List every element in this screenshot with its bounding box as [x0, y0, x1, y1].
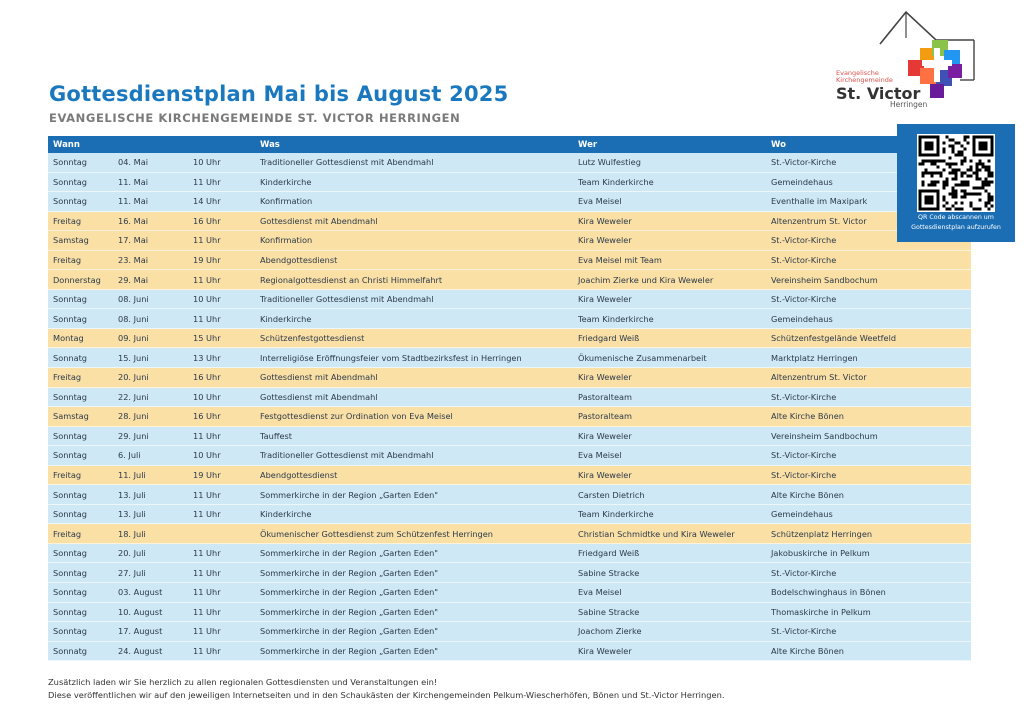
- cell-who: Team Kinderkirche: [578, 313, 654, 324]
- header-was: Was: [260, 139, 280, 150]
- cell-time: 11 Uhr: [193, 645, 221, 656]
- cell-day: Sonnatg: [53, 352, 88, 363]
- table-row: [48, 368, 971, 388]
- cell-time: 16 Uhr: [193, 372, 221, 383]
- cell-date: 20. Juni: [118, 372, 149, 383]
- cell-day: Samstag: [53, 235, 89, 246]
- footer-note: [48, 676, 724, 701]
- cell-date: 10. August: [118, 606, 163, 617]
- qr-code-icon: [917, 134, 995, 212]
- cell-where: Schützenfestgelände Weetfeld: [771, 333, 897, 344]
- cell-what: Festgottesdienst zur Ordination von Eva Meisel: [260, 411, 453, 422]
- cell-time: 11 Uhr: [193, 176, 221, 187]
- cell-where: St.-Victor-Kirche: [771, 626, 837, 637]
- table-row: [48, 309, 971, 329]
- cell-time: 11 Uhr: [193, 489, 221, 500]
- table-row: [48, 466, 971, 486]
- cell-what: Traditioneller Gottesdienst mit Abendmahl: [260, 294, 434, 305]
- cell-time: 11 Uhr: [193, 509, 221, 520]
- cell-who: Kira Weweler: [578, 215, 632, 226]
- cell-time: 11 Uhr: [193, 548, 221, 559]
- cell-day: Freitag: [53, 372, 82, 383]
- cell-what: Kinderkirche: [260, 313, 312, 324]
- cell-date: 27. Juli: [118, 567, 146, 578]
- cell-time: 11 Uhr: [193, 606, 221, 617]
- cell-who: Kira Weweler: [578, 645, 632, 656]
- cell-what: Sommerkirche in der Region „Garten Eden": [260, 587, 439, 598]
- cell-where: Vereinsheim Sandbochum: [771, 430, 878, 441]
- cell-who: Eva Meisel: [578, 587, 622, 598]
- cell-day: Sonntag: [53, 176, 88, 187]
- cell-where: Alte Kirche Bönen: [771, 411, 844, 422]
- cell-day: Montag: [53, 333, 84, 344]
- cell-where: Gemeindehaus: [771, 313, 833, 324]
- cell-what: Traditioneller Gottesdienst mit Abendmahl: [260, 450, 434, 461]
- table-row: [48, 153, 971, 173]
- cell-day: Freitag: [53, 255, 82, 265]
- cell-day: Freitag: [53, 215, 82, 226]
- cell-where: St.-Victor-Kirche: [771, 470, 837, 481]
- cell-who: Sabine Stracke: [578, 606, 640, 617]
- table-row: [48, 212, 971, 232]
- cell-time: 19 Uhr: [193, 470, 221, 481]
- logo-location: Herringen: [890, 100, 928, 109]
- cell-date: 17. Mai: [118, 235, 148, 246]
- table-row: [48, 642, 971, 662]
- cell-date: 23. Mai: [118, 255, 148, 265]
- cell-what: Gottesdienst mit Abendmahl: [260, 215, 378, 226]
- cell-day: Sonntag: [53, 509, 88, 520]
- cell-what: Tauffest: [260, 430, 293, 441]
- cell-day: Sonnatg: [53, 645, 88, 656]
- cell-who: Eva Meisel mit Team: [578, 255, 662, 265]
- table-body: [48, 153, 971, 661]
- table-row: [48, 563, 971, 583]
- cell-day: Sonntag: [53, 548, 88, 559]
- cell-time: 10 Uhr: [193, 450, 221, 461]
- cell-date: 16. Mai: [118, 215, 148, 226]
- cell-what: Konfirmation: [260, 196, 313, 207]
- cell-where: Altenzentrum St. Victor: [771, 372, 867, 383]
- table-header: [48, 136, 971, 153]
- table-row: [48, 290, 971, 310]
- cell-what: Ökumenischer Gottesdienst zum Schützenfest Herringen: [260, 528, 493, 539]
- cell-what: Abendgottesdienst: [260, 255, 338, 265]
- cell-what: Abendgottesdienst: [260, 470, 338, 481]
- cell-date: 20. Juli: [118, 548, 146, 559]
- cell-what: Traditioneller Gottesdienst mit Abendmahl: [260, 157, 434, 168]
- cell-date: 13. Juli: [118, 489, 146, 500]
- cell-who: Kira Weweler: [578, 294, 632, 305]
- table-row: [48, 388, 971, 408]
- cell-date: 04. Mai: [118, 157, 148, 168]
- qr-caption-line-1: QR Code abscannen um: [918, 214, 994, 221]
- cell-time: 11 Uhr: [193, 274, 221, 285]
- footer-line-2: Diese veröffentlichen wir auf den jeweiligen Internetseiten und in den Schaukästen der Kirchengemeinden Pelkum-Wiescherhöfen, Bönen und St.-Victor Herringen.: [48, 689, 725, 700]
- cell-who: Joachim Zierke und Kira Weweler: [578, 274, 714, 285]
- cell-date: 15. Juni: [118, 352, 149, 363]
- cell-day: Freitag: [53, 528, 82, 539]
- cell-time: 19 Uhr: [193, 255, 221, 265]
- cell-day: Sonntag: [53, 196, 88, 207]
- table-row: [48, 348, 971, 368]
- cell-date: 11. Mai: [118, 196, 148, 207]
- cell-day: Sonntag: [53, 313, 88, 324]
- table-row: [48, 505, 971, 525]
- cell-where: Gemeindehaus: [771, 509, 833, 520]
- table-row: [48, 583, 971, 603]
- cell-date: 24. August: [118, 645, 163, 656]
- cell-date: 13. Juli: [118, 509, 146, 520]
- cell-time: 11 Uhr: [193, 626, 221, 637]
- cell-what: Regionalgottesdienst an Christi Himmelfahrt: [260, 274, 443, 285]
- cell-date: 11. Mai: [118, 176, 148, 187]
- cell-who: Ökumenische Zusammenarbeit: [578, 352, 707, 363]
- cell-day: Sonntag: [53, 587, 88, 598]
- cell-day: Freitag: [53, 470, 82, 481]
- cell-day: Sonntag: [53, 567, 88, 578]
- cell-who: Eva Meisel: [578, 450, 622, 461]
- cell-where: St.-Victor-Kirche: [771, 157, 837, 168]
- qr-caption-line-2: Gottesdienstplan aufzurufen: [911, 224, 1001, 231]
- cell-who: Carsten Dietrich: [578, 489, 645, 500]
- cell-what: Interreligiöse Eröffnungsfeier vom Stadtbezirksfest in Herringen: [260, 352, 522, 363]
- cell-what: Gottesdienst mit Abendmahl: [260, 391, 378, 402]
- cell-where: Thomaskirche in Pelkum: [771, 606, 871, 617]
- cell-where: Alte Kirche Bönen: [771, 645, 844, 656]
- cell-what: Sommerkirche in der Region „Garten Eden": [260, 489, 439, 500]
- cell-what: Sommerkirche in der Region „Garten Eden": [260, 626, 439, 637]
- cell-date: 29. Juni: [118, 430, 149, 441]
- cell-day: Sonntag: [53, 450, 88, 461]
- table-row: [48, 173, 971, 193]
- table-row: [48, 270, 971, 290]
- cell-date: 29. Mai: [118, 274, 148, 285]
- cell-who: Friedgard Weiß: [578, 548, 640, 559]
- cell-who: Christian Schmidtke und Kira Weweler: [578, 528, 735, 539]
- cell-what: Schützenfestgottesdienst: [260, 333, 365, 344]
- table-row: [48, 622, 971, 642]
- cell-where: St.-Victor-Kirche: [771, 567, 837, 578]
- cell-who: Friedgard Weiß: [578, 333, 640, 344]
- table-row: [48, 329, 971, 349]
- cell-where: Eventhalle im Maxipark: [771, 196, 868, 207]
- cell-who: Pastoralteam: [578, 391, 632, 402]
- cell-time: 10 Uhr: [193, 294, 221, 305]
- header-wer: Wer: [578, 139, 598, 150]
- cell-who: Lutz Wulfestieg: [578, 157, 641, 168]
- cell-who: Kira Weweler: [578, 235, 632, 246]
- cell-where: Jakobuskirche in Pelkum: [771, 548, 870, 559]
- cell-time: 11 Uhr: [193, 313, 221, 324]
- table-row: [48, 251, 971, 271]
- table-row: [48, 407, 971, 427]
- cell-who: Sabine Stracke: [578, 567, 640, 578]
- cell-what: Sommerkirche in der Region „Garten Eden": [260, 567, 439, 578]
- cell-date: 28. Juni: [118, 411, 149, 422]
- cell-where: Gemeindehaus: [771, 176, 833, 187]
- cell-who: Kira Weweler: [578, 372, 632, 383]
- qr-caption: [901, 213, 1011, 233]
- cell-what: Sommerkirche in der Region „Garten Eden": [260, 606, 439, 617]
- service-schedule-table: [48, 136, 971, 661]
- table-row: [48, 231, 971, 251]
- cell-what: Konfirmation: [260, 235, 313, 246]
- table-row: [48, 446, 971, 466]
- cell-date: 09. Juni: [118, 333, 149, 344]
- cell-time: 11 Uhr: [193, 567, 221, 578]
- cell-date: 08. Juni: [118, 294, 149, 305]
- cell-time: 11 Uhr: [193, 235, 221, 246]
- cell-who: Kira Weweler: [578, 430, 632, 441]
- cell-date: 08. Juni: [118, 313, 149, 324]
- cell-day: Sonntag: [53, 606, 88, 617]
- cell-what: Sommerkirche in der Region „Garten Eden": [260, 645, 439, 656]
- cell-date: 11. Juli: [118, 470, 146, 481]
- footer-line-1: Zusätzlich laden wir Sie herzlich zu allen regionalen Gottesdiensten und Veranstaltungen ein!: [48, 677, 438, 687]
- cell-what: Kinderkirche: [260, 176, 312, 187]
- cell-what: Gottesdienst mit Abendmahl: [260, 372, 378, 383]
- cell-day: Sonntag: [53, 157, 88, 168]
- cell-time: 10 Uhr: [193, 157, 221, 168]
- cell-date: 18. Juli: [118, 528, 146, 539]
- cell-date: 22. Juni: [118, 391, 149, 402]
- cell-where: Marktplatz Herringen: [771, 352, 858, 363]
- cell-where: Schützenplatz Herringen: [771, 528, 873, 539]
- cell-day: Sonntag: [53, 489, 88, 500]
- cell-day: Samstag: [53, 411, 89, 422]
- cell-where: St.-Victor-Kirche: [771, 391, 837, 402]
- cell-where: Alte Kirche Bönen: [771, 489, 844, 500]
- cell-date: 17. August: [118, 626, 163, 637]
- cell-where: St.-Victor-Kirche: [771, 294, 837, 305]
- cell-where: Bodelschwinghaus in Bönen: [771, 587, 886, 598]
- cell-where: Altenzentrum St. Victor: [771, 215, 867, 226]
- table-row: [48, 192, 971, 212]
- logo-line-1: Evangelische: [836, 69, 879, 77]
- cell-day: Sonntag: [53, 430, 88, 441]
- cell-what: Kinderkirche: [260, 509, 312, 520]
- logo-name: St. Victor: [836, 84, 921, 103]
- cell-time: 11 Uhr: [193, 587, 221, 598]
- table-row: [48, 544, 971, 564]
- page-title: Gottesdienstplan Mai bis August 2025: [49, 82, 509, 106]
- cell-day: Sonntag: [53, 626, 88, 637]
- cell-time: 11 Uhr: [193, 430, 221, 441]
- cell-time: 14 Uhr: [193, 196, 221, 207]
- table-row: [48, 485, 971, 505]
- table-row: [48, 603, 971, 623]
- cell-who: Joachom Zierke: [578, 626, 642, 637]
- cell-day: Sonntag: [53, 391, 88, 402]
- cell-who: Team Kinderkirche: [578, 509, 654, 520]
- cell-where: St.-Victor-Kirche: [771, 450, 837, 461]
- cell-who: Kira Weweler: [578, 470, 632, 481]
- qr-code-panel: [897, 124, 1015, 242]
- cell-day: Donnerstag: [53, 274, 101, 285]
- cell-time: 16 Uhr: [193, 411, 221, 422]
- page-subtitle: EVANGELISCHE KIRCHENGEMEINDE ST. VICTOR HERRINGEN: [49, 111, 461, 125]
- cell-time: 10 Uhr: [193, 391, 221, 402]
- header-wann: Wann: [53, 139, 80, 150]
- cell-where: St.-Victor-Kirche: [771, 235, 837, 246]
- cell-date: 6. Juli: [118, 450, 141, 461]
- cell-what: Sommerkirche in der Region „Garten Eden": [260, 548, 439, 559]
- logo-line-2: Kirchengemeinde: [836, 76, 893, 84]
- cell-where: Vereinsheim Sandbochum: [771, 274, 878, 285]
- cell-time: 13 Uhr: [193, 352, 221, 363]
- logo-small-text: [836, 70, 893, 84]
- church-logo: [836, 8, 981, 110]
- table-row: [48, 524, 971, 544]
- cell-who: Eva Meisel: [578, 196, 622, 207]
- cell-time: 15 Uhr: [193, 333, 221, 344]
- cell-day: Sonntag: [53, 294, 88, 305]
- cell-time: 16 Uhr: [193, 215, 221, 226]
- cell-date: 03. August: [118, 587, 163, 598]
- cell-where: St.-Victor-Kirche: [771, 255, 837, 265]
- table-row: [48, 427, 971, 447]
- cell-who: Team Kinderkirche: [578, 176, 654, 187]
- header-wo: Wo: [771, 139, 786, 150]
- cell-who: Pastoralteam: [578, 411, 632, 422]
